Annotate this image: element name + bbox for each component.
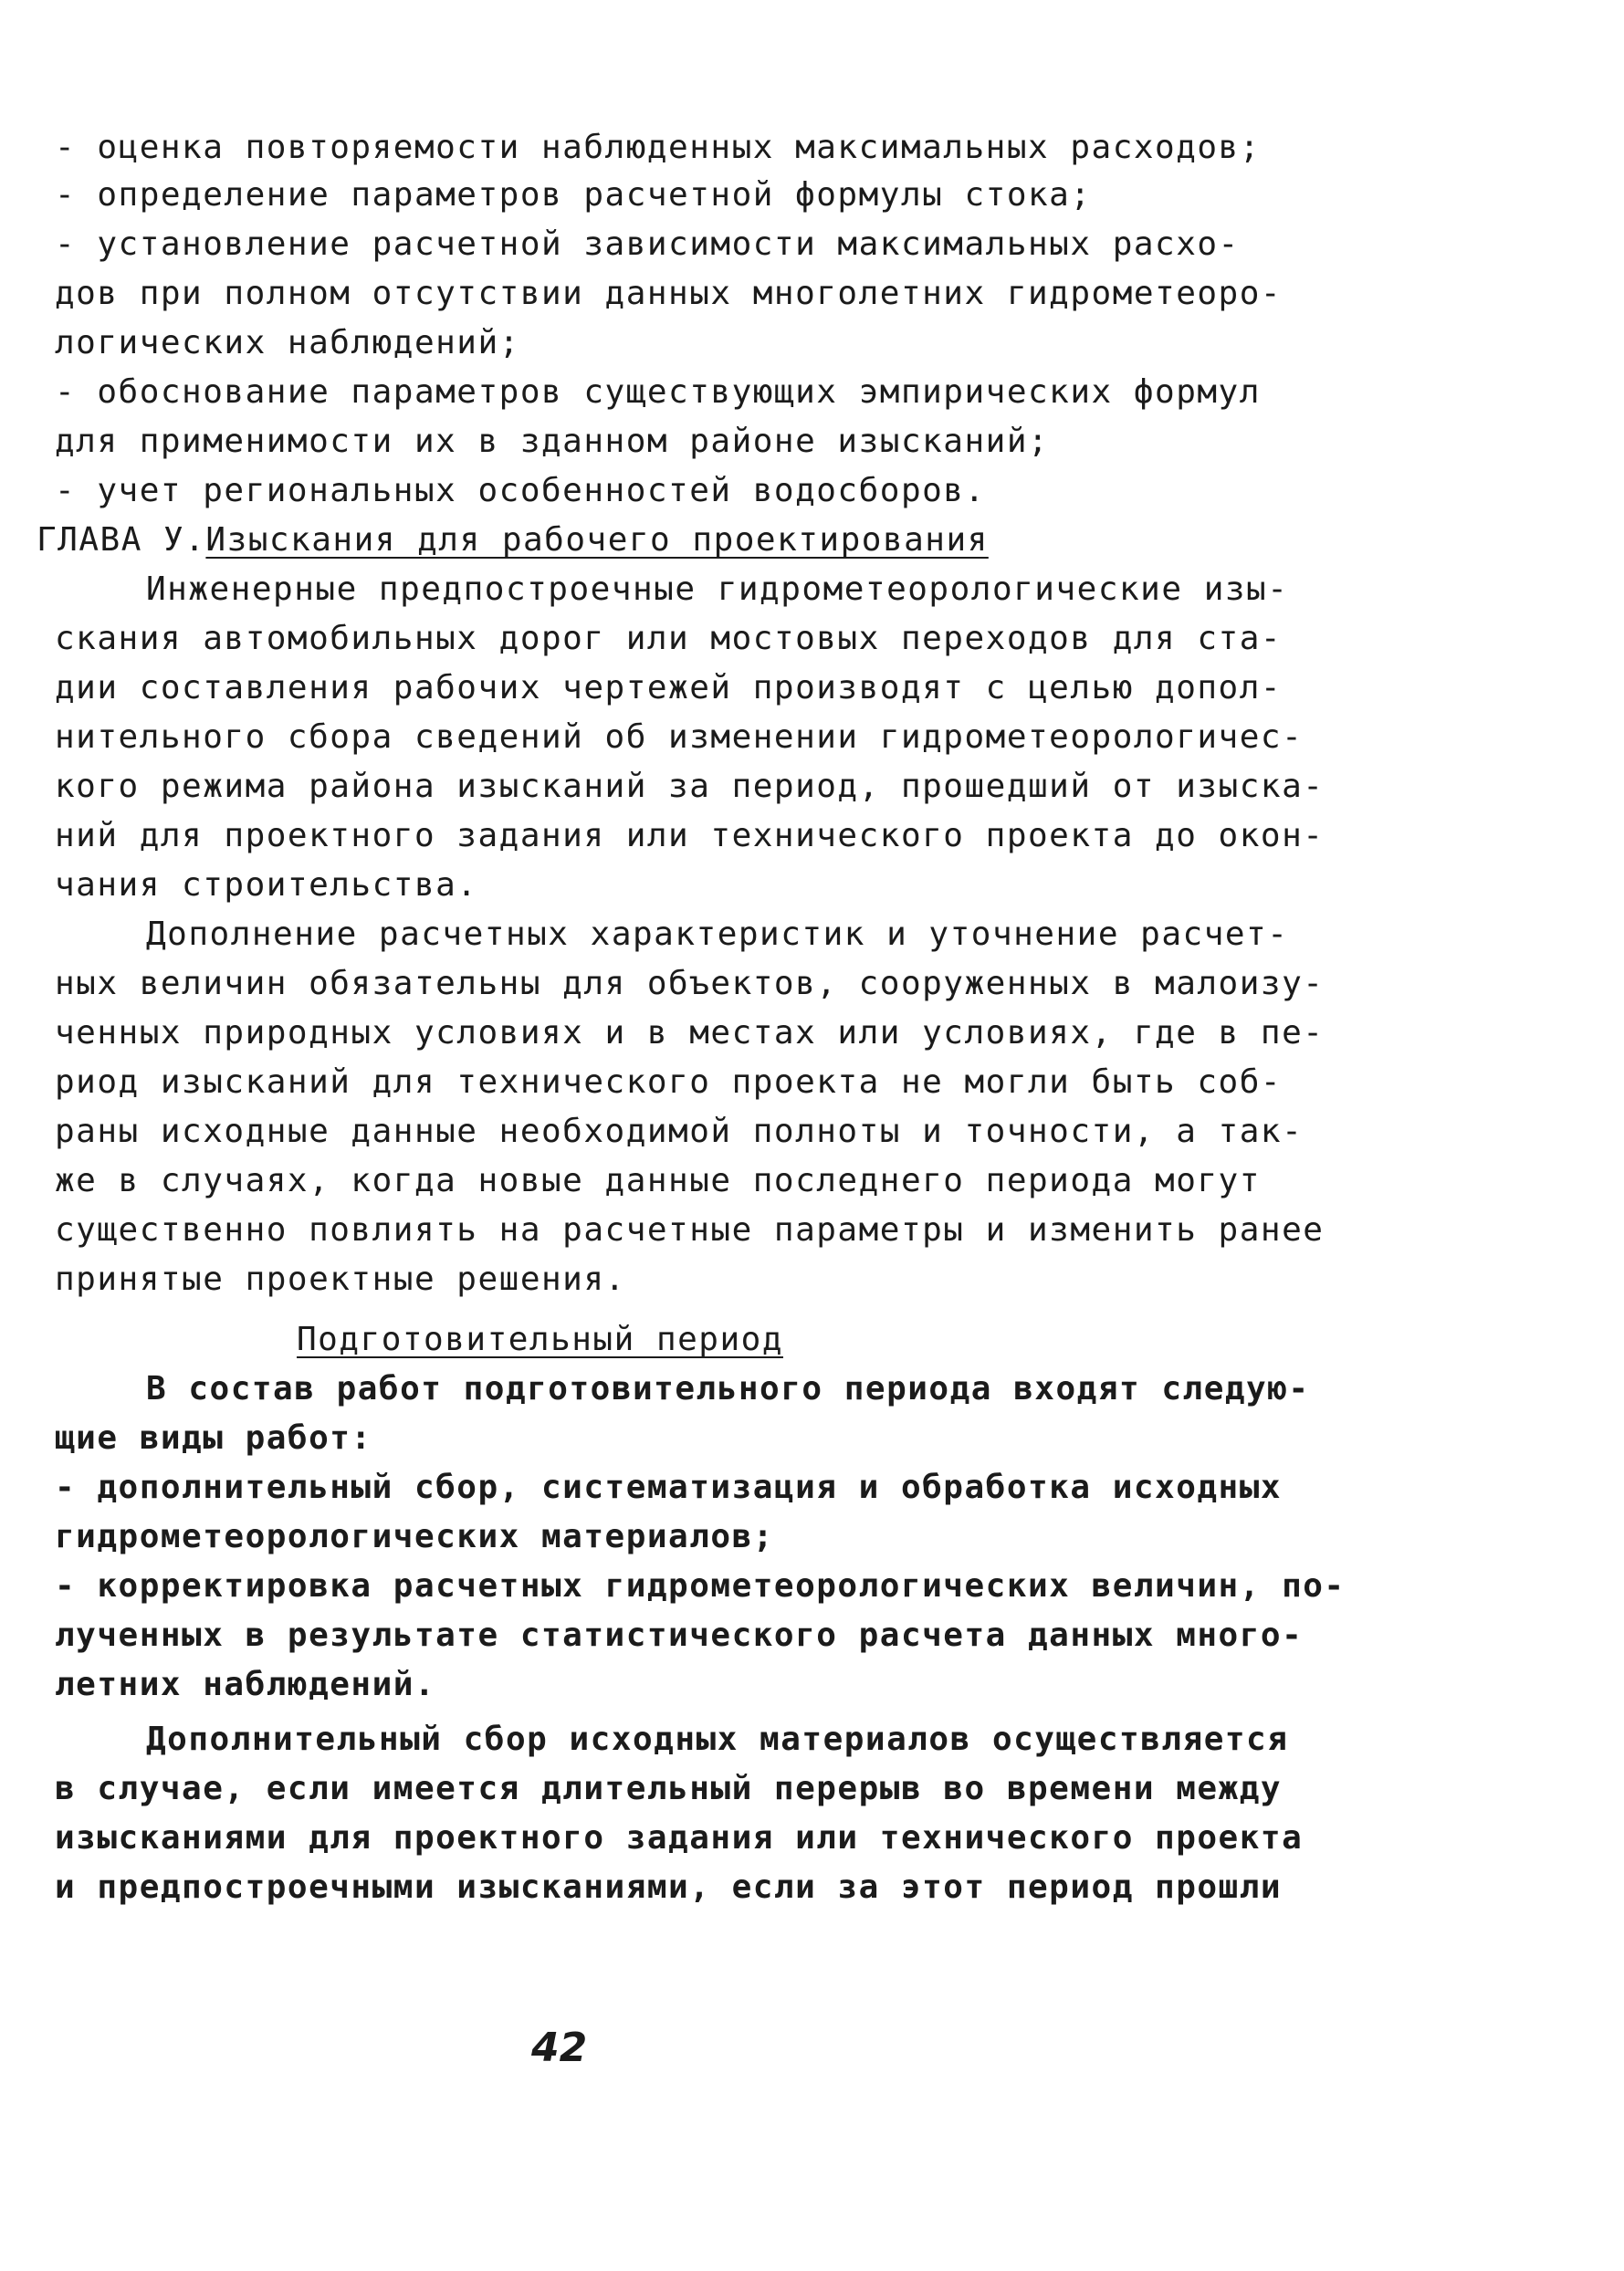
paragraph-line: В состав работ подготовительного периода входят следую- (146, 1370, 1310, 1408)
chapter-heading-title: Изыскания для рабочего проектирования (205, 521, 989, 559)
text-line: дов при полном отсутствии данных многолетних гидрометеоро- (55, 275, 1283, 312)
paragraph-line: раны исходные данные необходимой полноты и точности, а так- (55, 1113, 1304, 1150)
paragraph-line: Инженерные предпостроечные гидрометеорологические изы- (146, 570, 1289, 608)
list-item: - определение параметров расчетной формулы стока; (55, 176, 1092, 214)
paragraph-line: щие виды работ: (55, 1419, 372, 1457)
section-heading: Подготовительный период (297, 1321, 783, 1358)
paragraph-line: существенно повлиять на расчетные параметры и изменить ранее (55, 1211, 1325, 1249)
page-number: 42 (531, 2025, 588, 2071)
paragraph-line: кого режима района изысканий за период, прошедший от изыска- (55, 768, 1325, 805)
paragraph-line: ний для проектного задания или технического проекта до окон- (55, 817, 1325, 854)
text-line: логических наблюдений; (55, 324, 520, 361)
paragraph-line: Дополнение расчетных характеристик и уточнение расчет- (146, 916, 1289, 953)
text-line: для применимости их в зданном районе изысканий; (55, 423, 1050, 460)
paragraph-line: принятые проектные решения. (55, 1261, 626, 1298)
chapter-heading (37, 520, 989, 560)
paragraph-line: дии составления рабочих чертежей производят с целью допол- (55, 669, 1283, 706)
paragraph-line: ных величин обязательны для объектов, сооруженных в малоизу- (55, 965, 1325, 1002)
list-item: - установление расчетной зависимости максимальных расхо- (55, 225, 1240, 263)
list-item: - обоснование параметров существующих эмпирических формул (55, 373, 1261, 411)
list-item: - учет региональных особенностей водосборов. (55, 472, 986, 509)
paragraph-line: летних наблюдений. (55, 1666, 436, 1703)
paragraph-line: риод изысканий для технического проекта не могли быть соб- (55, 1063, 1283, 1101)
paragraph-line: гидрометеорологических материалов; (55, 1518, 774, 1555)
paragraph-line: и предпостроечными изысканиями, если за этот период прошли (55, 1868, 1283, 1906)
chapter-heading-prefix: ГЛАВА У. (37, 521, 206, 559)
paragraph-line: Дополнительный сбор исходных материалов осуществляется (146, 1721, 1289, 1758)
list-item: - оценка повторяемости наблюденных максимальных расходов; (55, 129, 1261, 166)
paragraph-line: чания строительства. (55, 866, 478, 904)
paragraph-line: изысканиями для проектного задания или технического проекта (55, 1819, 1304, 1857)
paragraph-line: скания автомобильных дорог или мостовых переходов для ста- (55, 620, 1283, 657)
paragraph-line: нительного сбора сведений об изменении гидрометеорологичес- (55, 718, 1304, 756)
list-item: - дополнительный сбор, систематизация и обработка исходных (55, 1469, 1283, 1506)
paragraph-line: ченных природных условиях и в местах или условиях, где в пе- (55, 1014, 1325, 1052)
paragraph-line: в случае, если имеется длительный перерыв во времени между (55, 1770, 1283, 1807)
paragraph-line: лученных в результате статистического расчета данных много- (55, 1617, 1304, 1654)
list-item: - корректировка расчетных гидрометеорологических величин, по- (55, 1567, 1346, 1605)
paragraph-line: же в случаях, когда новые данные последнего периода могут (55, 1162, 1261, 1199)
